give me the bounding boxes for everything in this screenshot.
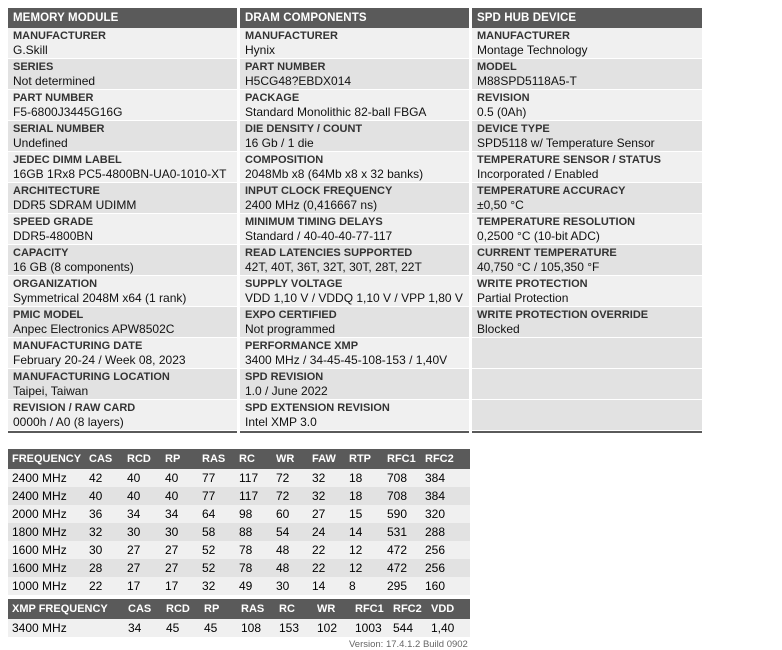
- field-label: EXPO CERTIFIED: [245, 309, 337, 321]
- field-label: SPD REVISION: [245, 371, 324, 383]
- timings-column-header: RC: [235, 449, 272, 469]
- table-cell: 78: [235, 541, 272, 559]
- table-cell: 472: [383, 559, 421, 577]
- info-field: [472, 183, 702, 214]
- info-field: [472, 59, 702, 90]
- table-cell: 18: [345, 469, 383, 487]
- table-cell: 1003: [351, 619, 389, 637]
- table-cell: 48: [272, 559, 308, 577]
- table-cell: 40: [123, 487, 161, 505]
- table-cell: 24: [308, 523, 345, 541]
- table-row: [8, 619, 470, 637]
- table-row: [8, 487, 470, 505]
- table-cell: 40: [85, 487, 123, 505]
- table-cell: 153: [275, 619, 313, 637]
- field-value: ±0,50 °C: [477, 198, 524, 212]
- timings-column-header: CAS: [85, 449, 123, 469]
- table-cell: 34: [161, 505, 198, 523]
- field-label: WRITE PROTECTION OVERRIDE: [477, 309, 649, 321]
- table-cell: 30: [85, 541, 123, 559]
- table-cell: 42: [85, 469, 123, 487]
- field-value: Incorporated / Enabled: [477, 167, 599, 181]
- field-value: 42T, 40T, 36T, 32T, 30T, 28T, 22T: [245, 260, 422, 274]
- field-value: Symmetrical 2048M x64 (1 rank): [13, 291, 187, 305]
- info-field: [240, 214, 469, 245]
- table-cell: 40: [123, 469, 161, 487]
- timings-column-header: RP: [161, 449, 198, 469]
- table-cell: 32: [85, 523, 123, 541]
- field-value: DDR5-4800BN: [13, 229, 94, 243]
- table-cell: 45: [200, 619, 237, 637]
- field-value: 2400 MHz (0,416667 ns): [245, 198, 378, 212]
- field-value: SPD5118 w/ Temperature Sensor: [477, 136, 655, 150]
- table-cell: 64: [198, 505, 235, 523]
- field-value: Hynix: [245, 43, 276, 57]
- table-cell: 708: [383, 487, 421, 505]
- table-cell: 27: [161, 559, 198, 577]
- table-cell: 36: [85, 505, 123, 523]
- table-cell: 590: [383, 505, 421, 523]
- field-label: MANUFACTURER: [477, 30, 570, 42]
- table-cell: 1,40: [427, 619, 470, 637]
- table-cell: 54: [272, 523, 308, 541]
- field-value: 0,2500 °C (10-bit ADC): [477, 229, 600, 243]
- spd-hub-fields: [472, 28, 702, 431]
- table-cell: 22: [308, 541, 345, 559]
- dram-components-fields: [240, 28, 469, 431]
- field-value: Undefined: [13, 136, 68, 150]
- table-cell: 2400 MHz: [8, 469, 85, 487]
- field-label: MANUFACTURING DATE: [13, 340, 143, 352]
- field-value: H5CG48?EBDX014: [245, 74, 352, 88]
- info-field: [8, 90, 237, 121]
- table-cell: 117: [235, 469, 272, 487]
- field-label: MINIMUM TIMING DELAYS: [245, 216, 383, 228]
- field-label: DIE DENSITY / COUNT: [245, 123, 363, 135]
- table-cell: 52: [198, 541, 235, 559]
- xmp-column-header: RFC1: [351, 599, 389, 619]
- table-cell: 32: [308, 487, 345, 505]
- field-value: 16GB 1Rx8 PC5-4800BN-UA0-1010-XT: [13, 167, 227, 181]
- field-label: PERFORMANCE XMP: [245, 340, 359, 352]
- field-value: DDR5 SDRAM UDIMM: [13, 198, 137, 212]
- field-value: February 20-24 / Week 08, 2023: [13, 353, 186, 367]
- empty-field: [472, 369, 702, 400]
- field-value: 1.0 / June 2022: [245, 384, 328, 398]
- info-field: [240, 369, 469, 400]
- info-field: [240, 90, 469, 121]
- table-cell: 34: [124, 619, 162, 637]
- table-cell: 32: [308, 469, 345, 487]
- table-cell: 27: [308, 505, 345, 523]
- table-cell: 30: [123, 523, 161, 541]
- info-field: [472, 152, 702, 183]
- timings-header-row: [8, 449, 470, 469]
- table-cell: 472: [383, 541, 421, 559]
- xmp-column-header: RC: [275, 599, 313, 619]
- info-field: [472, 307, 702, 338]
- field-value: Blocked: [477, 322, 520, 336]
- field-value: Montage Technology: [477, 43, 588, 57]
- info-field: [8, 59, 237, 90]
- table-cell: 72: [272, 469, 308, 487]
- field-value: Partial Protection: [477, 291, 569, 305]
- field-label: COMPOSITION: [245, 154, 324, 166]
- field-value: 0000h / A0 (8 layers): [13, 415, 124, 429]
- spd-hub-divider: [472, 431, 702, 433]
- table-row: [8, 577, 470, 595]
- field-label: SUPPLY VOLTAGE: [245, 278, 343, 290]
- table-cell: 544: [389, 619, 427, 637]
- field-label: CAPACITY: [13, 247, 69, 259]
- xmp-column-header: VDD: [427, 599, 470, 619]
- field-value: 16 Gb / 1 die: [245, 136, 314, 150]
- table-cell: 256: [421, 559, 470, 577]
- table-cell: 27: [123, 541, 161, 559]
- table-cell: 117: [235, 487, 272, 505]
- timings-body: [8, 469, 470, 595]
- info-field: [240, 307, 469, 338]
- info-field: [8, 338, 237, 369]
- memory-module-panel: [8, 8, 237, 433]
- field-value: Standard Monolithic 82-ball FBGA: [245, 105, 427, 119]
- info-field: [472, 28, 702, 59]
- field-label: TEMPERATURE ACCURACY: [477, 185, 626, 197]
- memory-module-divider: [8, 431, 237, 433]
- field-label: TEMPERATURE RESOLUTION: [477, 216, 636, 228]
- table-cell: 1600 MHz: [8, 559, 85, 577]
- field-label: WRITE PROTECTION: [477, 278, 588, 290]
- timings-table: [8, 449, 470, 595]
- info-field: [8, 369, 237, 400]
- timings-column-header: RFC1: [383, 449, 421, 469]
- field-value: Not determined: [13, 74, 96, 88]
- table-cell: 28: [85, 559, 123, 577]
- timings-column-header: WR: [272, 449, 308, 469]
- table-cell: 40: [161, 487, 198, 505]
- table-cell: 14: [345, 523, 383, 541]
- table-cell: 256: [421, 541, 470, 559]
- field-label: ORGANIZATION: [13, 278, 98, 290]
- timings-column-header: RCD: [123, 449, 161, 469]
- table-row: [8, 559, 470, 577]
- table-cell: 14: [308, 577, 345, 595]
- info-field: [472, 121, 702, 152]
- timings-column-header: FAW: [308, 449, 345, 469]
- table-cell: 2400 MHz: [8, 487, 85, 505]
- timings-column-header: RAS: [198, 449, 235, 469]
- table-row: [8, 505, 470, 523]
- field-value: G.Skill: [13, 43, 48, 57]
- field-label: SPD EXTENSION REVISION: [245, 402, 390, 414]
- xmp-column-header: RAS: [237, 599, 275, 619]
- info-field: [472, 276, 702, 307]
- table-cell: 1800 MHz: [8, 523, 85, 541]
- table-cell: 45: [162, 619, 200, 637]
- table-cell: 60: [272, 505, 308, 523]
- dram-components-panel: [240, 8, 469, 433]
- table-cell: 49: [235, 577, 272, 595]
- table-cell: 3400 MHz: [8, 619, 124, 637]
- field-value: 0.5 (0Ah): [477, 105, 527, 119]
- field-label: TEMPERATURE SENSOR / STATUS: [477, 154, 661, 166]
- field-value: Standard / 40-40-40-77-117: [245, 229, 393, 243]
- field-label: PMIC MODEL: [13, 309, 84, 321]
- empty-field: [472, 338, 702, 369]
- table-cell: 30: [272, 577, 308, 595]
- timings-column-header: RTP: [345, 449, 383, 469]
- spd-hub-header: SPD HUB DEVICE: [472, 8, 702, 28]
- table-cell: 98: [235, 505, 272, 523]
- xmp-column-header: RP: [200, 599, 237, 619]
- memory-module-header: MEMORY MODULE: [8, 8, 237, 28]
- info-field: [240, 400, 469, 431]
- table-cell: 2000 MHz: [8, 505, 85, 523]
- table-cell: 384: [421, 487, 470, 505]
- xmp-column-header: RCD: [162, 599, 200, 619]
- info-field: [240, 28, 469, 59]
- table-cell: 34: [123, 505, 161, 523]
- field-label: SERIES: [13, 61, 54, 73]
- info-field: [240, 121, 469, 152]
- table-cell: 58: [198, 523, 235, 541]
- table-cell: 88: [235, 523, 272, 541]
- field-value: 16 GB (8 components): [13, 260, 134, 274]
- empty-field: [472, 400, 702, 431]
- info-field: [240, 183, 469, 214]
- table-row: [8, 523, 470, 541]
- table-cell: 78: [235, 559, 272, 577]
- table-cell: 30: [161, 523, 198, 541]
- table-cell: 320: [421, 505, 470, 523]
- field-label: JEDEC DIMM LABEL: [13, 154, 122, 166]
- field-label: PART NUMBER: [245, 61, 326, 73]
- timings-column-header: FREQUENCY: [8, 449, 85, 469]
- field-label: CURRENT TEMPERATURE: [477, 247, 617, 259]
- dram-components-header: DRAM COMPONENTS: [240, 8, 469, 28]
- table-cell: 18: [345, 487, 383, 505]
- timings-column-header: RFC2: [421, 449, 470, 469]
- table-cell: 22: [308, 559, 345, 577]
- table-cell: 72: [272, 487, 308, 505]
- table-cell: 15: [345, 505, 383, 523]
- field-value: Taipei, Taiwan: [13, 384, 89, 398]
- field-value: VDD 1,10 V / VDDQ 1,10 V / VPP 1,80 V: [245, 291, 463, 305]
- table-cell: 531: [383, 523, 421, 541]
- info-field: [240, 276, 469, 307]
- table-cell: 40: [161, 469, 198, 487]
- info-field: [240, 245, 469, 276]
- table-cell: 295: [383, 577, 421, 595]
- info-field: [240, 338, 469, 369]
- info-field: [8, 214, 237, 245]
- field-value: F5-6800J3445G16G: [13, 105, 123, 119]
- field-value: 2048Mb x8 (64Mb x8 x 32 banks): [245, 167, 424, 181]
- table-cell: 160: [421, 577, 470, 595]
- field-label: SPEED GRADE: [13, 216, 94, 228]
- field-value: 40,750 °C / 105,350 °F: [477, 260, 600, 274]
- table-row: [8, 541, 470, 559]
- field-label: MANUFACTURING LOCATION: [13, 371, 170, 383]
- xmp-column-header: RFC2: [389, 599, 427, 619]
- field-label: REVISION / RAW CARD: [13, 402, 136, 414]
- field-label: DEVICE TYPE: [477, 123, 550, 135]
- spd-hub-panel: [472, 8, 702, 433]
- table-cell: 1600 MHz: [8, 541, 85, 559]
- field-label: REVISION: [477, 92, 530, 104]
- info-field: [472, 90, 702, 121]
- table-cell: 8: [345, 577, 383, 595]
- table-cell: 288: [421, 523, 470, 541]
- table-cell: 102: [313, 619, 351, 637]
- table-cell: 17: [161, 577, 198, 595]
- table-cell: 12: [345, 559, 383, 577]
- field-value: Anpec Electronics APW8502C: [13, 322, 175, 336]
- table-cell: 52: [198, 559, 235, 577]
- xmp-body: [8, 619, 470, 637]
- info-field: [8, 245, 237, 276]
- table-cell: 77: [198, 487, 235, 505]
- field-value: Intel XMP 3.0: [245, 415, 317, 429]
- xmp-column-header: WR: [313, 599, 351, 619]
- info-field: [8, 121, 237, 152]
- xmp-header-row: [8, 599, 470, 619]
- version-label: Version: 17.4.1.2 Build 0902: [349, 639, 468, 650]
- table-cell: 32: [198, 577, 235, 595]
- info-field: [240, 152, 469, 183]
- info-field: [240, 59, 469, 90]
- field-label: PACKAGE: [245, 92, 300, 104]
- field-value: Not programmed: [245, 322, 336, 336]
- info-field: [8, 183, 237, 214]
- table-row: [8, 469, 470, 487]
- info-field: [8, 28, 237, 59]
- xmp-column-header: XMP FREQUENCY: [8, 599, 124, 619]
- field-value: M88SPD5118A5-T: [477, 74, 577, 88]
- field-label: ARCHITECTURE: [13, 185, 100, 197]
- xmp-column-header: CAS: [124, 599, 162, 619]
- table-cell: 22: [85, 577, 123, 595]
- field-label: MANUFACTURER: [245, 30, 338, 42]
- info-field: [8, 152, 237, 183]
- info-field: [472, 214, 702, 245]
- info-field: [472, 245, 702, 276]
- table-cell: 108: [237, 619, 275, 637]
- xmp-table: [8, 599, 470, 637]
- field-label: INPUT CLOCK FREQUENCY: [245, 185, 393, 197]
- field-value: 3400 MHz / 34-45-45-108-153 / 1,40V: [245, 353, 448, 367]
- field-label: MANUFACTURER: [13, 30, 106, 42]
- dram-components-divider: [240, 431, 469, 433]
- field-label: PART NUMBER: [13, 92, 94, 104]
- table-cell: 384: [421, 469, 470, 487]
- table-cell: 27: [123, 559, 161, 577]
- table-cell: 708: [383, 469, 421, 487]
- table-cell: 48: [272, 541, 308, 559]
- table-cell: 27: [161, 541, 198, 559]
- table-cell: 12: [345, 541, 383, 559]
- info-field: [8, 307, 237, 338]
- info-field: [8, 276, 237, 307]
- table-cell: 1000 MHz: [8, 577, 85, 595]
- info-field: [8, 400, 237, 431]
- table-cell: 77: [198, 469, 235, 487]
- field-label: READ LATENCIES SUPPORTED: [245, 247, 413, 259]
- memory-module-fields: [8, 28, 237, 431]
- field-label: MODEL: [477, 61, 517, 73]
- field-label: SERIAL NUMBER: [13, 123, 105, 135]
- table-cell: 17: [123, 577, 161, 595]
